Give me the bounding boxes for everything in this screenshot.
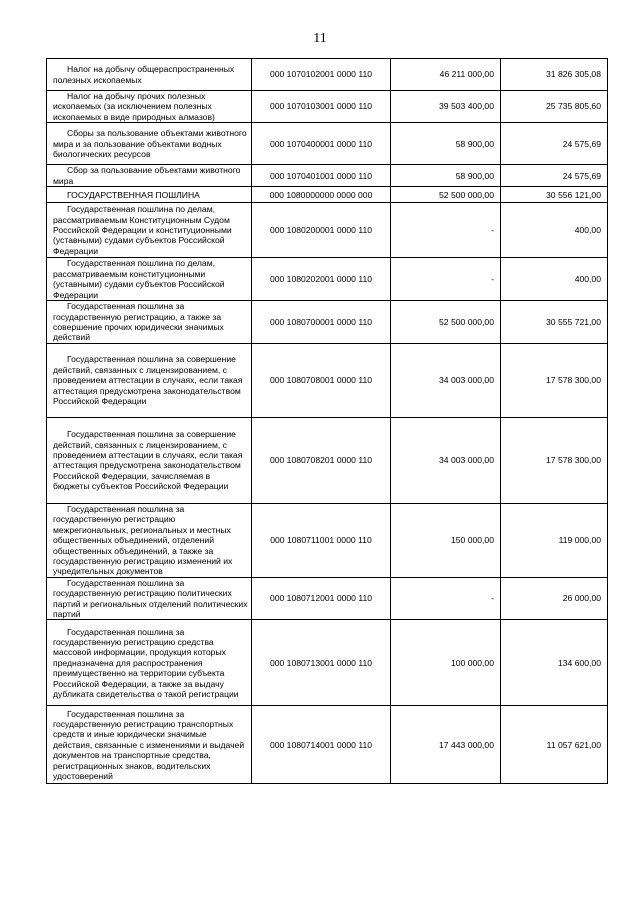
row-name: Государственная пошлина за государственную регистрацию политических партий и региональных отделений политических партий	[47, 577, 252, 620]
row-plan-value: 39 503 400,00	[391, 91, 501, 123]
row-plan-value: -	[391, 577, 501, 620]
row-fact-value: 24 575,69	[501, 123, 608, 165]
row-fact-value: 26 000,00	[501, 577, 608, 620]
row-fact-value: 25 735 805,60	[501, 91, 608, 123]
row-plan-value: 58 900,00	[391, 123, 501, 165]
table-row	[47, 123, 608, 165]
row-fact-value: 30 555 721,00	[501, 301, 608, 344]
table-row	[47, 203, 608, 258]
page-number: 11	[313, 31, 327, 46]
table-row	[47, 187, 608, 203]
row-code: 000 1070400001 0000 110	[252, 123, 391, 165]
row-code: 000 1070102001 0000 110	[252, 59, 391, 91]
row-fact-value: 11 057 621,00	[501, 706, 608, 784]
row-name: Государственная пошлина за совершение действий, связанных с лицензированием, с проведением аттестации в случаях, если такая аттестация предусмотрена законодательством Российской Федерации	[47, 343, 252, 417]
row-code: 000 1080714001 0000 110	[252, 706, 391, 784]
row-plan-value: 17 443 000,00	[391, 706, 501, 784]
row-code: 000 1080200001 0000 110	[252, 203, 391, 258]
row-name: Сбор за пользование объектами животного мира	[47, 165, 252, 187]
row-fact-value: 400,00	[501, 258, 608, 301]
row-code: 000 1080202001 0000 110	[252, 258, 391, 301]
row-name: ГОСУДАРСТВЕННАЯ ПОШЛИНА	[47, 187, 252, 203]
row-name: Государственная пошлина за совершение действий, связанных с лицензированием, с проведением аттестации в случаях, если такая аттестация предусмотрена законодательством Российской Федерации, зачисляемая в бюджеты субъектов Российской Федерации	[47, 417, 252, 503]
row-code: 000 1070401001 0000 110	[252, 165, 391, 187]
table-row	[47, 91, 608, 123]
row-plan-value: 52 500 000,00	[391, 187, 501, 203]
row-name: Государственная пошлина за государственную регистрацию средства массовой информации, продукция которых предназначена для распространения преимущественно на территории субъекта Российской Федерации, а также за выдачу дубликата свидетельства о такой регистрации	[47, 620, 252, 706]
table-row	[47, 258, 608, 301]
row-fact-value: 134 600,00	[501, 620, 608, 706]
row-name: Государственная пошлина за государственную регистрацию межрегиональных, региональных и местных общественных объединений, отделений общественных объединений, а также за государственную регистрацию изменений их учредительных документов	[47, 503, 252, 577]
row-name: Налог на добычу прочих полезных ископаемых (за исключением полезных ископаемых в виде природных алмазов)	[47, 91, 252, 123]
row-fact-value: 30 556 121,00	[501, 187, 608, 203]
row-fact-value: 17 578 300,00	[501, 343, 608, 417]
row-plan-value: 46 211 000,00	[391, 59, 501, 91]
table-row	[47, 706, 608, 784]
row-plan-value: -	[391, 258, 501, 301]
row-fact-value: 400,00	[501, 203, 608, 258]
row-name: Государственная пошлина за государственную регистрацию, а также за совершение прочих юридически значимых действий	[47, 301, 252, 344]
table-row	[47, 165, 608, 187]
row-plan-value: 100 000,00	[391, 620, 501, 706]
row-fact-value: 31 826 305,08	[501, 59, 608, 91]
revenue-table	[46, 58, 608, 784]
table-body	[47, 59, 608, 784]
row-name: Сборы за пользование объектами животного мира и за пользование объектами водных биологических ресурсов	[47, 123, 252, 165]
row-fact-value: 24 575,69	[501, 165, 608, 187]
row-fact-value: 119 000,00	[501, 503, 608, 577]
table-row	[47, 577, 608, 620]
table-row	[47, 343, 608, 417]
row-name: Государственная пошлина за государственную регистрацию транспортных средств и иные юридически значимые действия, связанные с изменениями и выдачей документов на транспортные средства, регистрационных знаков, водительских удостоверений	[47, 706, 252, 784]
row-plan-value: 150 000,00	[391, 503, 501, 577]
row-plan-value: 52 500 000,00	[391, 301, 501, 344]
table-row	[47, 301, 608, 344]
row-code: 000 1080700001 0000 110	[252, 301, 391, 344]
row-code: 000 1080708201 0000 110	[252, 417, 391, 503]
row-code: 000 1080000000 0000 000	[252, 187, 391, 203]
row-plan-value: 34 003 000,00	[391, 343, 501, 417]
row-code: 000 1080711001 0000 110	[252, 503, 391, 577]
row-fact-value: 17 578 300,00	[501, 417, 608, 503]
row-code: 000 1080713001 0000 110	[252, 620, 391, 706]
table-row	[47, 620, 608, 706]
row-code: 000 1080708001 0000 110	[252, 343, 391, 417]
row-name: Государственная пошлина по делам, рассматриваемым Конституционным Судом Российской Федерации и конституционными (уставными) судами субъектов Российской Федерации	[47, 203, 252, 258]
row-code: 000 1080712001 0000 110	[252, 577, 391, 620]
row-name: Налог на добычу общераспространенных полезных ископаемых	[47, 59, 252, 91]
row-plan-value: 58 900,00	[391, 165, 501, 187]
row-plan-value: -	[391, 203, 501, 258]
table-row	[47, 503, 608, 577]
table-row	[47, 59, 608, 91]
row-code: 000 1070103001 0000 110	[252, 91, 391, 123]
table-row	[47, 417, 608, 503]
row-name: Государственная пошлина по делам, рассматриваемым конституционными (уставными) судами субъектов Российской Федерации	[47, 258, 252, 301]
row-plan-value: 34 003 000,00	[391, 417, 501, 503]
